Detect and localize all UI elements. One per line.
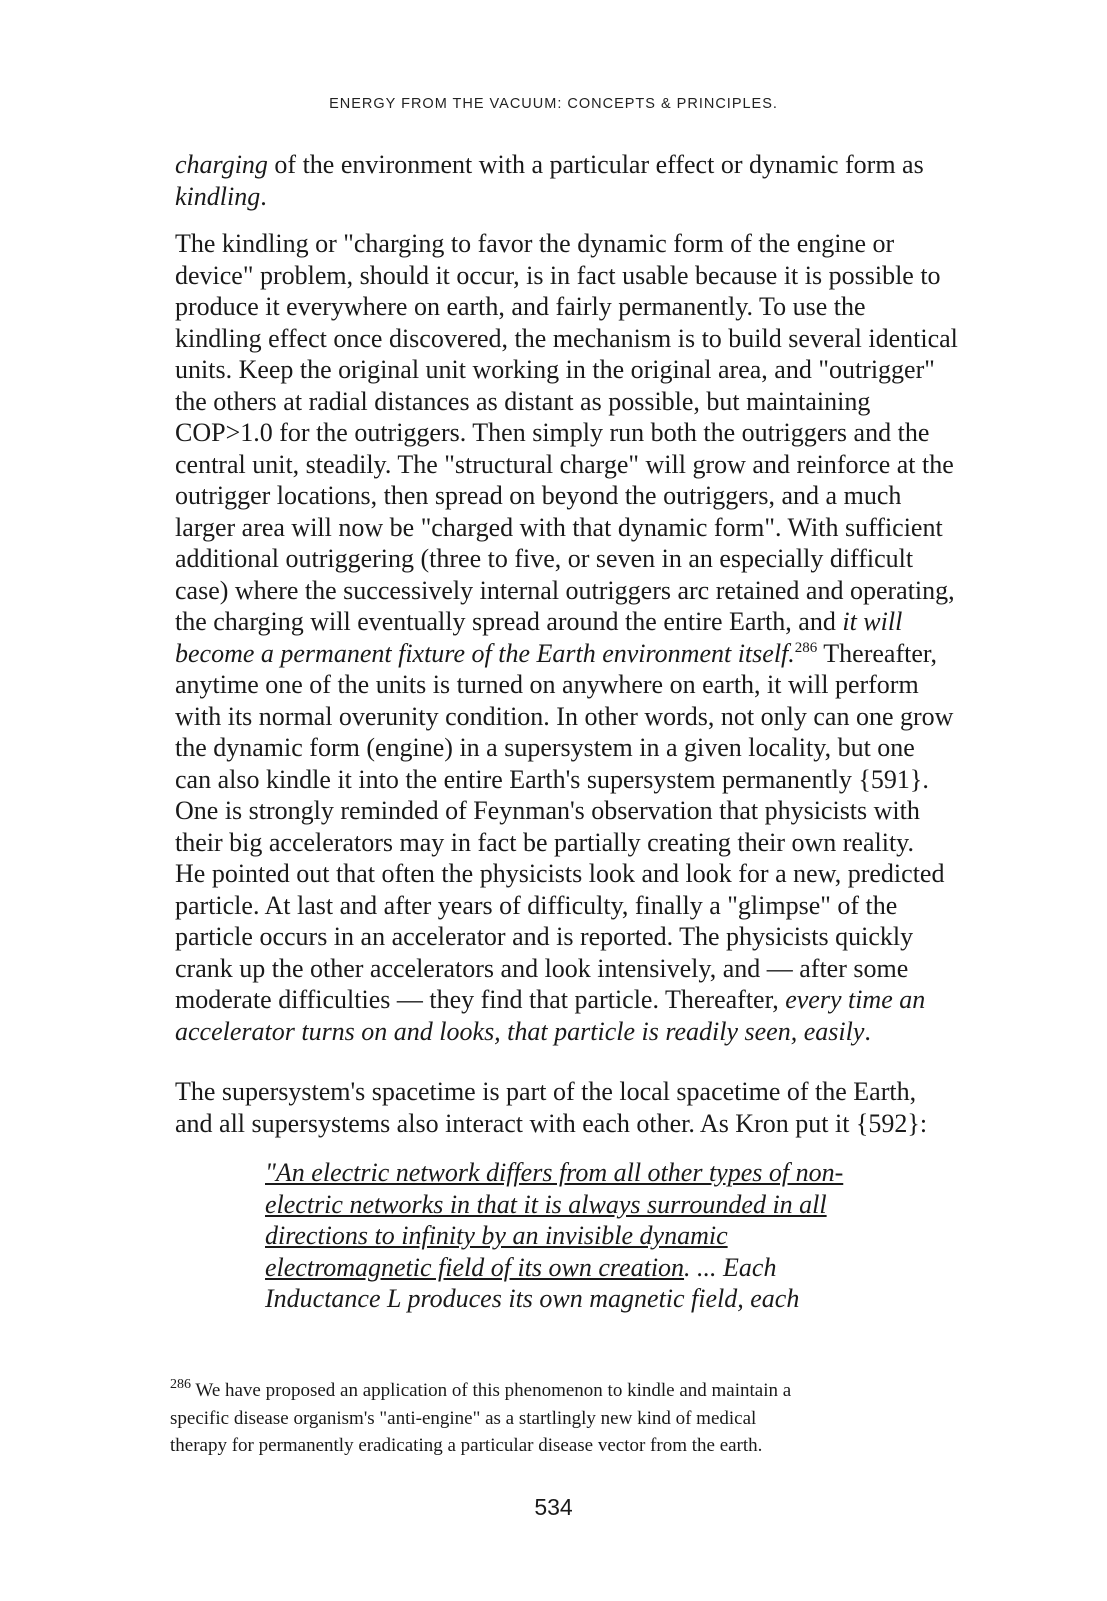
italic-emphasis: every time an bbox=[785, 985, 926, 1014]
text-line: device" problem, should it occur, is in fact usable because it is possible to bbox=[175, 260, 941, 290]
text-line: case) where the successively internal outriggers arc retained and operating, bbox=[175, 575, 955, 605]
text-line: . bbox=[864, 1016, 871, 1046]
text-line: central unit, steadily. The "structural charge" will grow and reinforce at the bbox=[175, 449, 954, 479]
paragraph-kindling-problem bbox=[175, 228, 1035, 1047]
text-line: Thereafter, bbox=[817, 638, 937, 668]
text-span: . bbox=[260, 181, 267, 211]
text-line: He pointed out that often the physicists look and look for a new, predicted bbox=[175, 859, 945, 888]
text-line: and all supersystems also interact with each other. As Kron put it {592}: bbox=[175, 1108, 928, 1138]
paragraph-supersystem-spacetime bbox=[175, 1076, 1035, 1139]
text-line: larger area will now be "charged with that dynamic form". With sufficient bbox=[175, 512, 943, 542]
underlined-quote-line: electromagnetic field of its own creation bbox=[265, 1252, 685, 1282]
text-line: the dynamic form (engine) in a supersystem in a given locality, but one bbox=[175, 733, 915, 762]
text-line: the others at radial distances as distant as possible, but maintaining bbox=[175, 386, 871, 416]
italic-kindling: kindling bbox=[175, 181, 261, 211]
text-line: produce it everywhere on earth, and fairly permanently. To use the bbox=[175, 292, 866, 321]
footnote-line: therapy for permanently eradicating a particular disease vector from the earth. bbox=[170, 1435, 763, 1456]
italic-emphasis: accelerator turns on and looks, that particle is readily seen, easily bbox=[175, 1016, 865, 1046]
underlined-quote-line: directions to infinity by an invisible dynamic bbox=[265, 1221, 728, 1250]
italic-emphasis: become a permanent fixture of the Earth environment itself. bbox=[175, 638, 795, 668]
text-span: of the environment with a particular effect or dynamic form as bbox=[267, 150, 924, 179]
footnote-line: specific disease organism's "anti-engine" as a startlingly new kind of medical bbox=[170, 1407, 757, 1429]
text-line: The kindling or "charging to favor the dynamic form of the engine or bbox=[175, 229, 895, 258]
text-line: units. Keep the original unit working in the original area, and "outrigger" bbox=[175, 355, 935, 384]
text-line: with its normal overunity condition. In other words, not only can one grow bbox=[175, 701, 954, 731]
footnote-line: We have proposed an application of this phenomenon to kindle and maintain a bbox=[191, 1380, 792, 1401]
footnote-marker: 286 bbox=[170, 1377, 191, 1392]
text-line: kindling effect once discovered, the mechanism is to build several identical bbox=[175, 323, 958, 353]
running-header: ENERGY FROM THE VACUUM: CONCEPTS & PRINCIPLES. bbox=[329, 96, 778, 112]
text-line: COP>1.0 for the outriggers. Then simply run both the outriggers and the bbox=[175, 418, 930, 447]
underlined-quote-line: "An electric network differs from all other types of non- bbox=[265, 1158, 844, 1187]
text-line: additional outriggering (three to five, or seven in an especially difficult bbox=[175, 544, 914, 573]
italic-emphasis: it will bbox=[842, 607, 903, 636]
quote-line: Inductance L produces its own magnetic field, each bbox=[265, 1284, 800, 1313]
italic-charging: charging bbox=[175, 150, 268, 179]
quote-line: . ... Each bbox=[684, 1252, 777, 1282]
text-line: their big accelerators may in fact be partially creating their own reality. bbox=[175, 827, 914, 857]
page-number: 534 bbox=[534, 1494, 573, 1520]
text-line: crank up the other accelerators and look intensively, and — after some bbox=[175, 953, 909, 983]
text-line: anytime one of the units is turned on anywhere on earth, it will perform bbox=[175, 670, 919, 699]
text-line: can also kindle it into the entire Earth's supersystem permanently {591}. bbox=[175, 764, 929, 794]
text-line: particle occurs in an accelerator and is reported. The physicists quickly bbox=[175, 922, 914, 951]
text-line: One is strongly reminded of Feynman's observation that physicists with bbox=[175, 796, 920, 825]
footnote-reference[interactable]: 286 bbox=[794, 639, 818, 656]
text-line: The supersystem's spacetime is part of the local spacetime of the Earth, bbox=[175, 1077, 917, 1106]
text-line: outrigger locations, then spread on beyond the outriggers, and a much bbox=[175, 481, 902, 510]
text-line: the charging will eventually spread around the entire Earth, and bbox=[175, 607, 843, 636]
footnote-286 bbox=[170, 1377, 1050, 1460]
text-line: moderate difficulties — they find that particle. Thereafter, bbox=[175, 985, 786, 1014]
underlined-quote-line: electric networks in that it is always surrounded in all bbox=[265, 1189, 827, 1219]
paragraph-charging-kindling bbox=[175, 149, 1035, 212]
kron-quote bbox=[265, 1157, 965, 1315]
text-line: particle. At last and after years of difficulty, finally a "glimpse" of the bbox=[175, 890, 898, 920]
